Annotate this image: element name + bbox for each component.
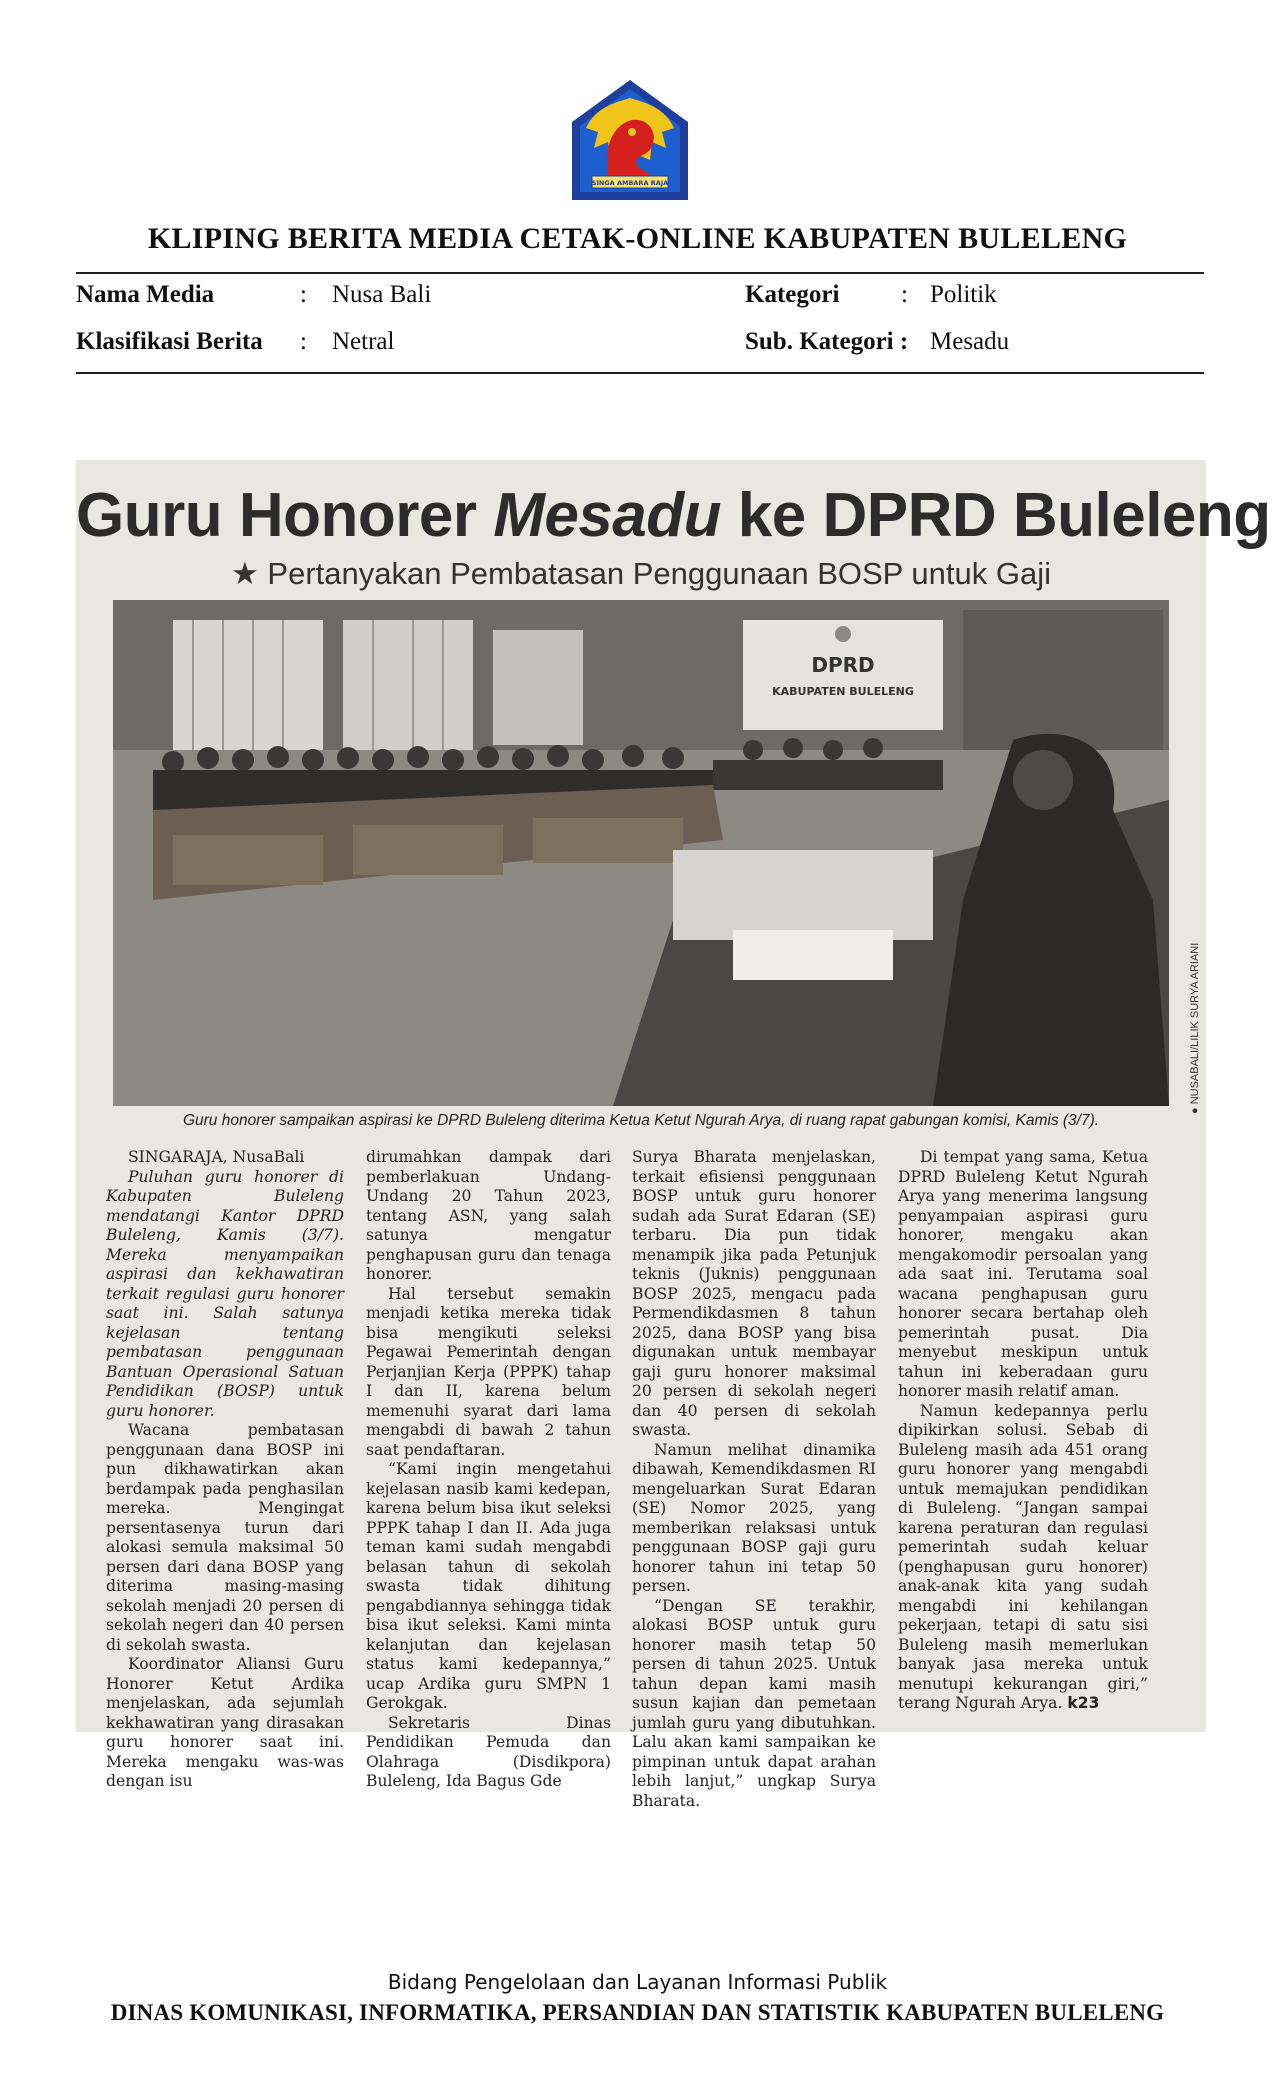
divider-bottom: [76, 372, 1204, 374]
paragraph: Puluhan guru honorer di Kabupaten Buleleng mendatangi Kantor DPRD Buleleng, Kamis (3/7). Mereka menyampaikan aspirasi dan kekhawatiran terkait regulasi guru honorer saat ini. Salah satunya kejelasan tentang pembatasan penggunaan Bantuan Operasional Satuan Pendidikan (BOSP) untuk guru honorer.: [106, 1167, 344, 1420]
paragraph: dirumahkan dampak dari pemberlakuan Undang-Undang 20 Tahun 2023, tentang ASN, yang salah satunya mengatur penghapusan guru dan tenaga honorer.: [366, 1148, 611, 1283]
article-column-2: [366, 1148, 611, 1790]
meta-value: Mesadu: [930, 328, 1010, 355]
paragraph: Di tempat yang sama, Ketua DPRD Buleleng Ketut Ngurah Arya yang menerima langsung penyampaian aspirasi guru honorer, mengaku akan mengakomodir persoalan yang ada saat ini. Terutama soal wacana penghapusan guru honorer secara bertahap oleh pemerintah pusat. Dia menyebut meskipun untuk tahun ini keberadaan guru honorer masih relatif aman.: [898, 1148, 1148, 1400]
buleleng-logo: [566, 76, 694, 204]
meta-sep: :: [901, 281, 908, 308]
footer-agency: DINAS KOMUNIKASI, INFORMATIKA, PERSANDIAN DAN STATISTIK KABUPATEN BULELENG: [110, 2000, 1165, 2025]
footer-department: Bidang Pengelolaan dan Layanan Informasi Publik: [387, 1970, 888, 1994]
meta-value: Netral: [332, 328, 395, 355]
divider-top: [76, 272, 1204, 274]
meta-sep: :: [300, 328, 307, 355]
photo-sign-title: DPRD: [811, 653, 875, 677]
paragraph: [898, 1402, 1148, 1714]
meta-label: Nama Media: [76, 281, 215, 308]
paragraph-text: Namun kedepannya perlu dipikirkan solusi. Sebab di Buleleng masih ada 451 orang guru honorer yang mengabdi untuk memajukan pendidikan di Buleleng. “Jangan sampai karena peraturan dan regulasi pemerintah sudah keluar (penghapusan guru honorer) anak-anak kita yang sudah mengabdi ini kehilangan pekerjaan, tetapi di satu sisi Buleleng masih memerlukan banyak jasa mereka untuk menutupi kekurangan giri,” terang Ngurah Arya.: [898, 1401, 1148, 1712]
paragraph: “Dengan SE terakhir, alokasi BOSP untuk guru honorer masih tetap 50 persen di tahun 2025. Untuk tahun depan kami masih susun kajian dan pemetaan jumlah guru yang dibutuhkan. Lalu akan kami sampaikan ke pimpinan untuk dapat arahan lebih lanjut,” ungkap Surya Bharata.: [632, 1596, 876, 1810]
headline-part: ke DPRD Buleleng: [721, 481, 1271, 550]
logo-motto: SINGA AMBARA RAJA: [591, 179, 669, 187]
paragraph: Hal tersebut semakin menjadi ketika mereka tidak bisa mengikuti seleksi Pegawai Pemerintah dengan Perjanjian Kerja (PPPK) tahap I dan II, karena belum memenuhi syarat dari lama mengabdi di bawah 2 tahun saat pendaftaran.: [366, 1284, 611, 1459]
article-photo: [113, 600, 1169, 1106]
meta-nama-media: [76, 280, 676, 312]
meta-kategori: [745, 280, 1205, 312]
article-column-4: [898, 1148, 1148, 1718]
article-column-1: [106, 1148, 344, 1790]
photo-caption: Guru honorer sampaikan aspirasi ke DPRD Buleleng diterima Ketua Ketut Ngurah Arya, di ruang rapat gabungan komisi, Kamis (3/7).: [182, 1112, 1100, 1129]
meta-value: Nusa Bali: [332, 281, 432, 308]
paragraph: Wacana pembatasan penggunaan dana BOSP ini pun dikhawatirkan akan berdampak pada penghasilan mereka. Mengingat persentasenya turun dari alokasi semula maksimal 50 persen dari dana BOSP yang diterima masing-masing sekolah menjadi 20 persen di sekolah negeri dan 40 persen di sekolah swasta.: [106, 1421, 344, 1654]
article-headline: [76, 480, 1271, 551]
meta-label: Klasifikasi Berita: [76, 328, 263, 355]
photo-credit: ● NUSABALI/LILIK SURYA ARIANI: [1189, 942, 1201, 1114]
headline-emphasis: Mesadu: [493, 481, 722, 550]
page-title: KLIPING BERITA MEDIA CETAK-ONLINE KABUPATEN BULELENG: [147, 222, 1128, 255]
meta-sep: :: [300, 281, 307, 308]
article-subhead: ★ Pertanyakan Pembatasan Penggunaan BOSP untuk Gaji: [231, 556, 1051, 591]
meta-sub-kategori: [745, 327, 1205, 359]
paragraph: “Kami ingin mengetahui kejelasan nasib kami kedepan, karena belum bisa ikut seleksi PPPK tahap I dan II. Ada juga teman kami sudah mengabdi belasan tahun di sekolah swasta tidak dihitung pengabdiannya sehingga tidak bisa ikut seleksi. Kami minta kelanjutan dan kejelasan status kami kedepannya,” ucap Ardika guru SMPN 1 Gerokgak.: [366, 1460, 611, 1712]
paragraph: Koordinator Aliansi Guru Honorer Ketut Ardika menjelaskan, ada sejumlah kekhawatiran yang dirasakan guru honorer saat ini. Mereka mengaku was-was dengan isu: [106, 1655, 344, 1790]
article-column-3: [632, 1148, 876, 1810]
news-clipping: [76, 460, 1271, 1810]
signoff: k23: [1067, 1694, 1100, 1712]
meta-value: Politik: [930, 281, 997, 308]
meta-label: Sub. Kategori :: [745, 328, 909, 355]
paragraph: Namun melihat dinamika dibawah, Kemendikdasmen RI mengeluarkan Surat Edaran (SE) Nomor 2025, yang memberikan relaksasi untuk penggunaan BOSP gaji guru honorer tahun ini tetap 50 persen.: [632, 1440, 876, 1595]
meta-label: Kategori: [745, 281, 840, 308]
paragraph: Surya Bharata menjelaskan, terkait efisiensi penggunaan BOSP untuk guru honorer sudah ada Surat Edaran (SE) terbaru. Dia pun tidak menampik jika pada Petunjuk teknis (Juknis) penggunaan BOSP 2025, mengacu pada Permendikdasmen 8 tahun 2025, dana BOSP yang bisa digunakan untuk membayar gaji guru honorer maksimal 20 persen di sekolah negeri dan 40 persen di sekolah swasta.: [632, 1148, 876, 1439]
headline-part: Guru Honorer: [76, 481, 494, 550]
dateline: SINGARAJA, NusaBali: [128, 1148, 305, 1166]
meta-klasifikasi: [76, 327, 676, 359]
photo-sign-subtitle: KABUPATEN BULELENG: [772, 685, 914, 698]
paragraph: Sekretaris Dinas Pendidikan Pemuda dan Olahraga (Disdikpora) Buleleng, Ida Bagus Gde: [366, 1713, 611, 1790]
